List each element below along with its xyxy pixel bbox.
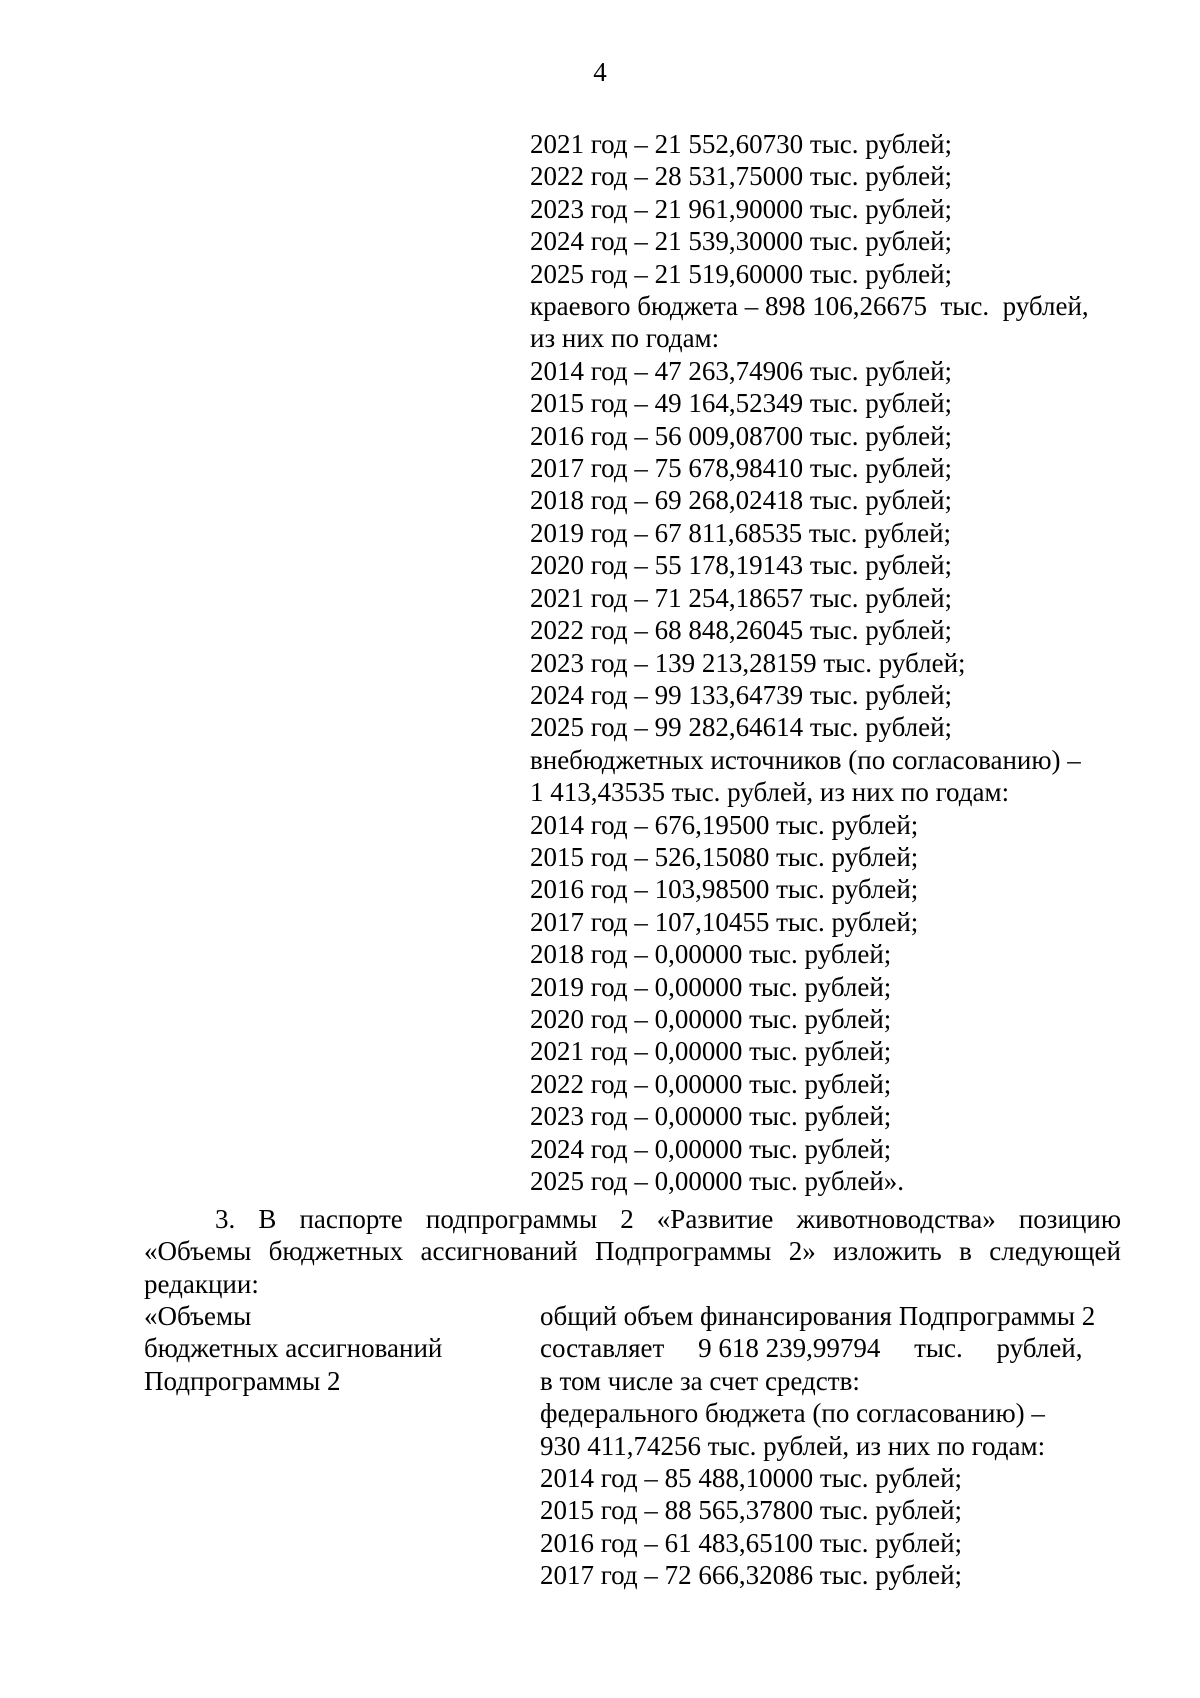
federal-year-line: 2014 год – 85 488,10000 тыс. рублей; [540, 1463, 963, 1494]
extrabudgetary-year-line: 2014 год – 676,19500 тыс. рублей; [530, 809, 919, 840]
position-label-line: Подпрограммы 2 [144, 1365, 341, 1396]
extrabudgetary-subheading: 1 413,43535 тыс. рублей, из них по годам: [530, 777, 1010, 808]
paragraph-3-line-2: «Объемы бюджетных ассигнований Подпрограммы 2» изложить в следующей [144, 1236, 1121, 1267]
extrabudgetary-year-line: 2023 год – 0,00000 тыс. рублей; [530, 1101, 892, 1132]
extrabudgetary-year-line: 2015 год – 526,15080 тыс. рублей; [530, 841, 919, 872]
federal-year-line: 2023 год – 21 961,90000 тыс. рублей; [530, 193, 953, 224]
regional-budget-heading: краевого бюджета – 898 106,26675 тыс. рублей, [530, 291, 1089, 322]
regional-year-line: 2018 год – 69 268,02418 тыс. рублей; [530, 485, 953, 516]
federal-budget-heading: федерального бюджета (по согласованию) – [540, 1398, 1045, 1429]
extrabudgetary-year-line: 2021 год – 0,00000 тыс. рублей; [530, 1036, 892, 1067]
total-funding-line-2: составляет 9 618 239,99794 тыс. рублей, [540, 1333, 1083, 1364]
position-label-line: «Объемы [144, 1301, 252, 1331]
table-left-cell [144, 1300, 504, 1397]
extrabudgetary-year-line: 2016 год – 103,98500 тыс. рублей; [530, 874, 919, 905]
federal-year-line: 2015 год – 88 565,37800 тыс. рублей; [540, 1495, 963, 1526]
position-label-line: бюджетных ассигнований [144, 1333, 443, 1364]
federal-year-line: 2024 год – 21 539,30000 тыс. рублей; [530, 226, 953, 257]
paragraph-3 [144, 1203, 1121, 1300]
paragraph-3-line-3: редакции: [144, 1268, 259, 1299]
page-number: 4 [593, 57, 607, 87]
regional-year-line: 2019 год – 67 811,68535 тыс. рублей; [530, 517, 952, 548]
extrabudgetary-year-line: 2019 год – 0,00000 тыс. рублей; [530, 971, 892, 1002]
regional-year-line: 2023 год – 139 213,28159 тыс. рублей; [530, 647, 966, 678]
extrabudgetary-year-line: 2024 год – 0,00000 тыс. рублей; [530, 1133, 892, 1164]
paragraph-3-line-1: 3. В паспорте подпрограммы 2 «Развитие животноводства» позицию [215, 1204, 1121, 1234]
federal-year-line: 2025 год – 21 519,60000 тыс. рублей; [530, 258, 953, 289]
total-funding-line-1: общий объем финансирования Подпрограммы 2 [540, 1301, 1096, 1331]
regional-year-line: 2020 год – 55 178,19143 тыс. рублей; [530, 550, 953, 581]
extrabudgetary-year-line: 2022 год – 0,00000 тыс. рублей; [530, 1068, 892, 1099]
total-funding-line-3: в том числе за счет средств: [540, 1365, 860, 1396]
regional-year-line: 2016 год – 56 009,08700 тыс. рублей; [530, 420, 953, 451]
funding-continuation-block [530, 128, 1130, 1197]
federal-year-line: 2022 год – 28 531,75000 тыс. рублей; [530, 161, 953, 192]
extrabudgetary-year-line: 2025 год – 0,00000 тыс. рублей». [530, 1166, 905, 1196]
federal-year-line: 2017 год – 72 666,32086 тыс. рублей; [540, 1560, 963, 1591]
extrabudgetary-year-line: 2020 год – 0,00000 тыс. рублей; [530, 1003, 892, 1034]
regional-year-line: 2022 год – 68 848,26045 тыс. рублей; [530, 615, 953, 646]
federal-budget-subheading: 930 411,74256 тыс. рублей, из них по годам: [540, 1430, 1046, 1461]
extrabudgetary-year-line: 2017 год – 107,10455 тыс. рублей; [530, 906, 919, 937]
regional-year-line: 2015 год – 49 164,52349 тыс. рублей; [530, 388, 953, 419]
federal-year-line: 2021 год – 21 552,60730 тыс. рублей; [530, 129, 953, 159]
regional-budget-subheading: из них по годам: [530, 323, 720, 354]
table-right-cell [540, 1300, 1137, 1592]
extrabudgetary-heading: внебюджетных источников (по согласованию) – [530, 744, 1081, 775]
regional-year-line: 2025 год – 99 282,64614 тыс. рублей; [530, 712, 953, 743]
regional-year-line: 2021 год – 71 254,18657 тыс. рублей; [530, 582, 953, 613]
regional-year-line: 2017 год – 75 678,98410 тыс. рублей; [530, 453, 953, 484]
federal-year-line: 2016 год – 61 483,65100 тыс. рублей; [540, 1527, 963, 1558]
regional-year-line: 2014 год – 47 263,74906 тыс. рублей; [530, 355, 953, 386]
extrabudgetary-year-line: 2018 год – 0,00000 тыс. рублей; [530, 939, 892, 970]
regional-year-line: 2024 год – 99 133,64739 тыс. рублей; [530, 679, 953, 710]
